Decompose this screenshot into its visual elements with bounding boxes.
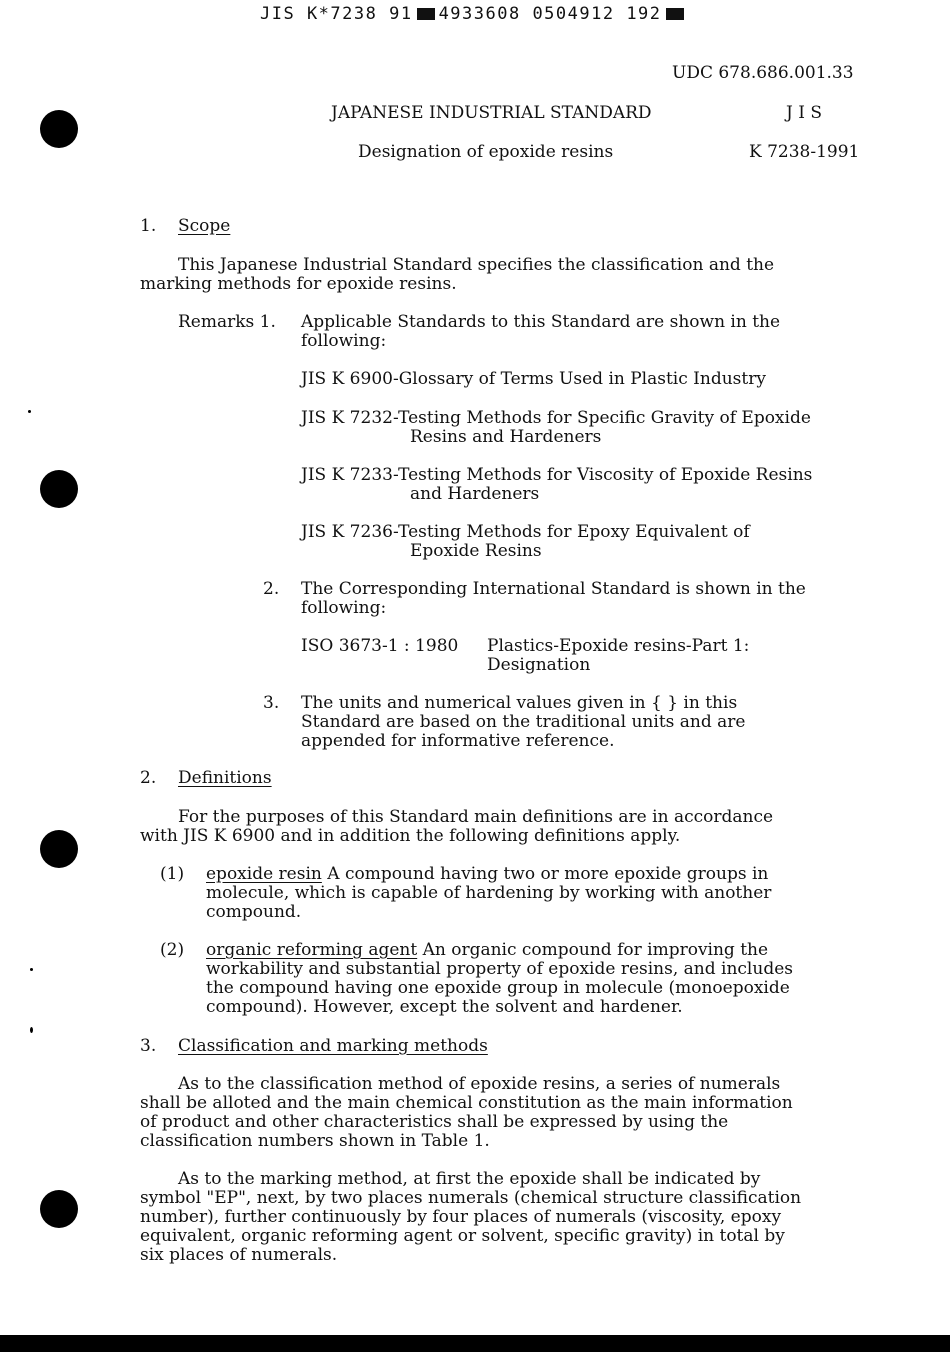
- definition-1-line: molecule, which is capable of hardening by working with another: [206, 883, 772, 903]
- standard-number: K 7238-1991: [749, 142, 860, 162]
- remark-3-number: 3.: [263, 693, 280, 713]
- section-2-number: 2.: [140, 768, 157, 788]
- binder-hole: [40, 470, 78, 508]
- standard-reference: JIS K 7232-Testing Methods for Specific Gravity of Epoxide: [301, 408, 811, 428]
- iso-title: Plastics-Epoxide resins-Part 1:: [487, 636, 750, 656]
- definition-2-term: organic reforming agent: [206, 940, 418, 960]
- definition-2-number: (2): [160, 940, 185, 960]
- remark-2-line: The Corresponding International Standard is shown in the: [301, 579, 806, 599]
- binder-hole: [40, 110, 78, 148]
- jis-mark: J I S: [786, 103, 822, 123]
- remark-2-line: following:: [301, 598, 387, 618]
- scan-code-block: [666, 8, 684, 20]
- remarks-label: Remarks 1.: [178, 312, 276, 332]
- classification-para-line: shall be alloted and the main chemical constitution as the main information: [140, 1093, 793, 1113]
- marking-para-line: number), further continuously by four places of numerals (viscosity, epoxy: [140, 1207, 782, 1227]
- scan-code-part2: 4933608 0504912 192: [438, 4, 662, 24]
- binder-hole: [40, 830, 78, 868]
- marking-para-line: As to the marking method, at first the epoxide shall be indicated by: [178, 1169, 761, 1189]
- standard-reference: JIS K 7236-Testing Methods for Epoxy Equivalent of: [301, 522, 750, 542]
- classification-para-line: As to the classification method of epoxide resins, a series of numerals: [178, 1074, 781, 1094]
- definition-2-line: compound). However, except the solvent and hardener.: [206, 997, 683, 1017]
- standard-org: JAPANESE INDUSTRIAL STANDARD: [331, 103, 652, 123]
- standard-reference: JIS K 6900-Glossary of Terms Used in Plastic Industry: [301, 369, 766, 389]
- section-2-heading: Definitions: [178, 768, 272, 788]
- definition-2-line: workability and substantial property of epoxide resins, and includes: [206, 959, 793, 979]
- scope-line: This Japanese Industrial Standard specifies the classification and the: [178, 255, 775, 275]
- remark-3-line: Standard are based on the traditional units and are: [301, 712, 746, 732]
- scope-line: marking methods for epoxide resins.: [140, 274, 457, 294]
- marking-para-line: six places of numerals.: [140, 1245, 338, 1265]
- scan-bottom-edge: [0, 1335, 950, 1352]
- scan-code-line: [260, 5, 688, 24]
- marking-para-line: symbol "EP", next, by two places numerals (chemical structure classification: [140, 1188, 802, 1208]
- remark-3-line: appended for informative reference.: [301, 731, 615, 751]
- definition-2-text: An organic compound for improving the: [417, 940, 769, 960]
- definition-2-line: the compound having one epoxide group in molecule (monoepoxide: [206, 978, 790, 998]
- definition-1-line: compound.: [206, 902, 302, 922]
- remark-1-line: following:: [301, 331, 387, 351]
- scan-speck: [30, 1027, 33, 1033]
- document-title: Designation of epoxide resins: [358, 142, 614, 162]
- definition-1-number: (1): [160, 864, 185, 884]
- classification-para-line: classification numbers shown in Table 1.: [140, 1131, 490, 1151]
- definition-1-line: [206, 865, 768, 884]
- definition-2-line: [206, 941, 768, 960]
- definition-1-text: A compound having two or more epoxide groups in: [321, 864, 769, 884]
- standard-reference-cont: and Hardeners: [410, 484, 540, 504]
- iso-title-cont: Designation: [487, 655, 591, 675]
- scan-code-block: [417, 8, 435, 20]
- marking-para-line: equivalent, organic reforming agent or solvent, specific gravity) in total by: [140, 1226, 785, 1246]
- remark-2-number: 2.: [263, 579, 280, 599]
- standard-reference-cont: Epoxide Resins: [410, 541, 542, 561]
- section-3-heading: Classification and marking methods: [178, 1036, 488, 1056]
- scan-speck: [30, 968, 33, 971]
- standard-reference: JIS K 7233-Testing Methods for Viscosity of Epoxide Resins: [301, 465, 813, 485]
- udc-code: UDC 678.686.001.33: [672, 63, 854, 83]
- classification-para-line: of product and other characteristics shall be expressed by using the: [140, 1112, 729, 1132]
- definitions-intro: For the purposes of this Standard main definitions are in accordance: [178, 807, 774, 827]
- scan-code-part1: JIS K*7238 91: [260, 4, 413, 24]
- scan-speck: [28, 410, 31, 413]
- definitions-intro: with JIS K 6900 and in addition the following definitions apply.: [140, 826, 681, 846]
- iso-code: ISO 3673-1 : 1980: [301, 636, 459, 656]
- section-1-number: 1.: [140, 216, 157, 236]
- definition-1-term: epoxide resin: [206, 864, 322, 884]
- section-3-number: 3.: [140, 1036, 157, 1056]
- remark-1-line: Applicable Standards to this Standard are shown in the: [301, 312, 781, 332]
- binder-hole: [40, 1190, 78, 1228]
- standard-reference-cont: Resins and Hardeners: [410, 427, 602, 447]
- section-1-heading: Scope: [178, 216, 231, 236]
- remark-3-line: The units and numerical values given in { } in this: [301, 693, 738, 713]
